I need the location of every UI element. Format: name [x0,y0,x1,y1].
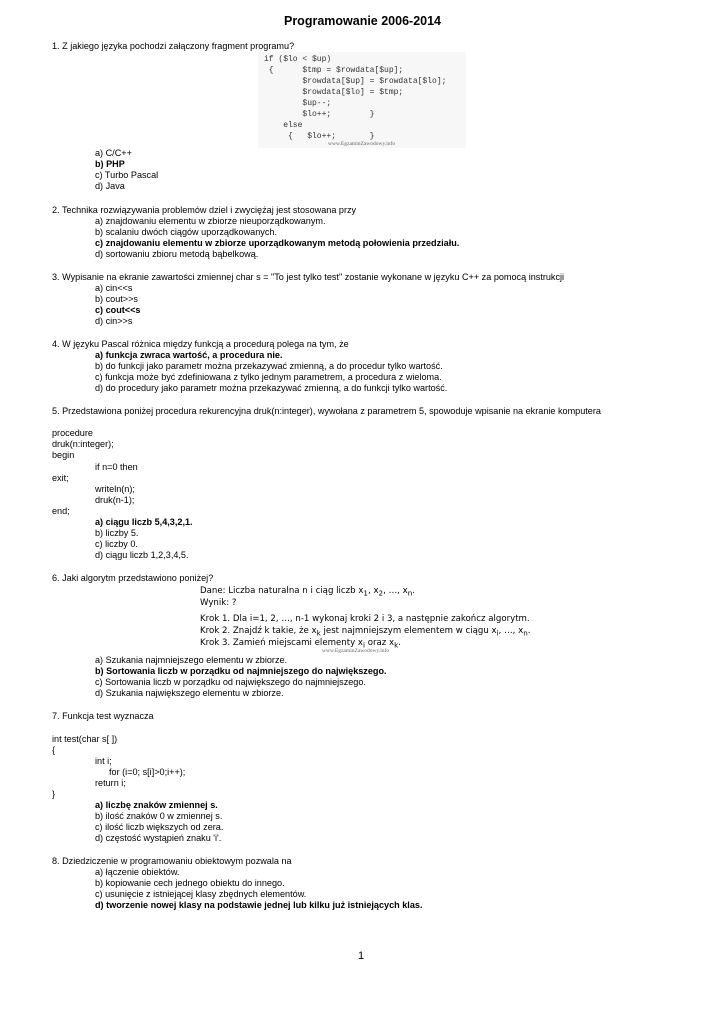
answer: a) Szukania najmniejszego elementu w zbiorze. [95,655,288,665]
question-2: 2. Technika rozwiązywania problemów dziel i zwyciężaj jest stosowana przy [52,205,357,215]
page-title: Programowanie 2006-2014 [283,14,442,28]
answer: b) do funkcji jako parametr można przekazywać zmienną, a do procedur tylko wartość. [95,361,443,371]
answer: c) funkcja może być zdefiniowana z tylko jednym parametrem, a procedura z wieloma. [95,372,442,382]
code-line: return i; [95,778,126,788]
algorithm-input: Dane: Liczba naturalna n i ciąg liczb $x_1$, $x_2$, …, $x_n$. [200,586,415,598]
code-line: { $lo++; } [264,132,375,141]
code-image [258,52,466,148]
answer: d) ciągu liczb 1,2,3,4,5. [95,550,189,560]
code-line: end; [52,506,70,516]
watermark: www.EgzaminZawodowy.info [328,141,396,147]
question-3: 3. Wypisanie na ekranie zawartości zmiennej char s = "To jest tylko test" zostanie wykonane w języku C++ za pomocą instrukcji [52,272,565,282]
answer: a) znajdowaniu elementu w zbiorze nieuporządkowanym. [95,216,326,226]
code-line: { $tmp = $rowdata[$up]; [264,66,404,75]
code-line: int test(char s[ ]) [52,734,118,744]
code-line: $up--; [264,99,332,108]
answer: c) liczby 0. [95,539,138,549]
question-5: 5. Przedstawiona poniżej procedura rekurencyjna druk(n:integer), wywołana z parametrem 5, spowoduje wpisanie na ekranie komputera [52,406,601,416]
code-line: druk(n:integer); [52,439,114,449]
code-line: for (i=0; s[i]>0;i++); [109,767,186,777]
answer: c) ilość liczb większych od zera. [95,822,224,832]
algorithm-step-1: Krok 1. Dla i=1, 2, …, n-1 wykonaj kroki 2 i 3, a następnie zakończ algorytm. [200,614,530,624]
question-7: 7. Funkcja test wyznacza [52,711,154,721]
answer: c) usunięcie z istniejącej klasy zbędnych elementów. [95,889,307,899]
answer: b) liczby 5. [95,528,139,538]
code-line: $rowdata[$up] = $rowdata[$lo]; [264,77,447,86]
question-8: 8. Dziedziczenie w programowaniu obiektowym pozwala na [52,856,292,866]
answer: d) Java [95,181,125,191]
answer-correct: c) znajdowaniu elementu w zbiorze uporządkowanym metodą połowienia przedziału. [95,238,460,248]
answer: a) C/C++ [95,148,132,158]
question-4: 4. W języku Pascal różnica między funkcją a procedurą polega na tym, że [52,339,349,349]
answer: c) Sortowania liczb w porządku od największego do najmniejszego. [95,677,366,687]
answer: b) cout>>s [95,294,138,304]
question-1: 1. Z jakiego języka pochodzi załączony fragment programu? [52,41,295,51]
watermark: www.EgzaminZawodowy.info [322,648,390,654]
code-line: druk(n-1); [95,495,135,505]
page-number: 1 [358,950,365,962]
answer: b) scalaniu dwóch ciągów uporządkowanych. [95,227,277,237]
answer: d) sortowaniu zbioru metodą bąbelkową. [95,249,259,259]
answer: d) Szukania największego elementu w zbiorze. [95,688,284,698]
algorithm-step-2: Krok 2. Znajdź k takie, że $x_k$ jest najmniejszym elementem w ciągu $x_i$, …, $x_n$. [200,626,531,638]
algorithm-output: Wynik: ? [200,598,237,608]
answer: a) cin<<s [95,283,133,293]
answer: d) częstość wystąpień znaku 'i'. [95,833,222,843]
algorithm-step-3: Krok 3. Zamień miejscami elementy $x_i$ oraz $x_k$. [200,638,402,650]
code-line: exit; [52,473,69,483]
code-line: if n=0 then [95,462,138,472]
answer: d) cin>>s [95,316,133,326]
answer: b) ilość znaków 0 w zmiennej s. [95,811,223,821]
code-line: begin [52,450,75,460]
answer-correct: c) cout<<s [95,305,141,315]
answer-correct: a) liczbę znaków zmiennej s. [95,800,218,810]
code-line: writeln(n); [95,484,135,494]
code-line: int i; [95,756,112,766]
answer: d) do procedury jako parametr można przekazywać zmienną, a do funkcji tylko wartość. [95,383,448,393]
answer-correct: b) Sortowania liczb w porządku od najmniejszego do największego. [95,666,387,676]
answer-correct: a) funkcja zwraca wartość, a procedura nie. [95,350,283,360]
answer: c) Turbo Pascal [95,170,159,180]
code-line: $rowdata[$lo] = $tmp; [264,88,404,97]
answer-correct: a) ciągu liczb 5,4,3,2,1. [95,517,193,527]
code-line: procedure [52,428,93,438]
code-line: { [52,745,56,755]
answer-correct: d) tworzenie nowej klasy na podstawie jednej lub kilku już istniejących klas. [95,900,423,910]
code-line: else [264,121,303,130]
code-line: if ($lo < $up) [264,55,332,64]
code-line: $lo++; } [264,110,375,119]
answer: a) łączenie obiektów. [95,867,180,877]
answer-correct: b) PHP [95,159,125,169]
answer: b) kopiowanie cech jednego obiektu do innego. [95,878,285,888]
question-6: 6. Jaki algorytm przedstawiono poniżej? [52,573,214,583]
code-line: } [52,789,56,799]
